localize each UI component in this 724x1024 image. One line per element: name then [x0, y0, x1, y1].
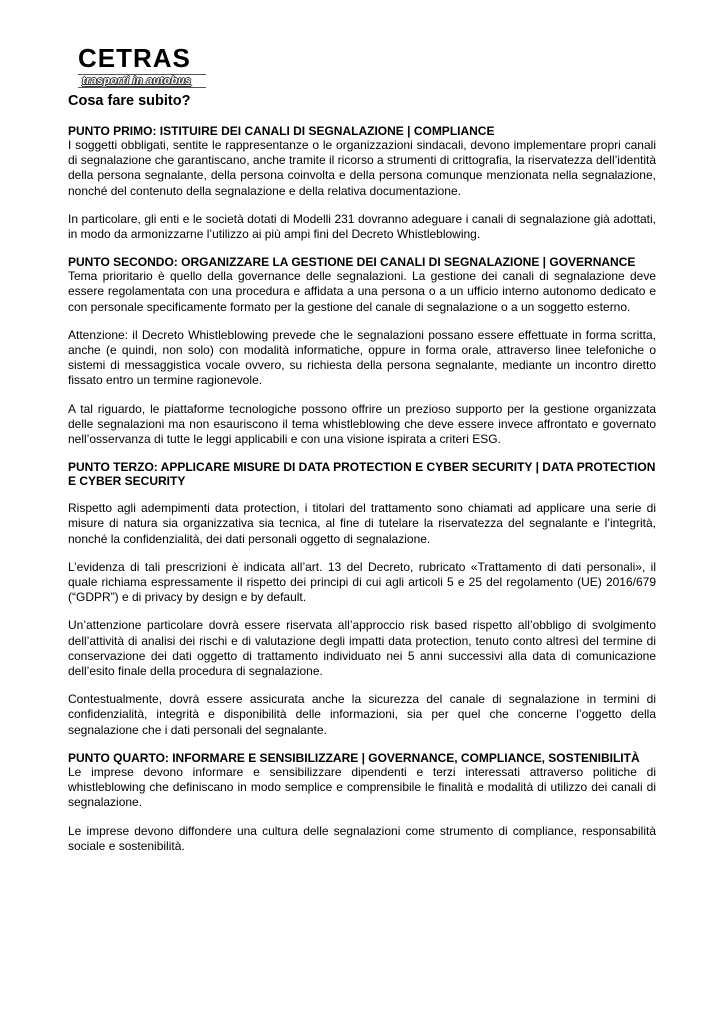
logo-tagline: trasporti in autobus [82, 75, 192, 87]
section-punto-primo [68, 124, 656, 242]
section-title: PUNTO SECONDO: ORGANIZZARE LA GESTIONE DEI CANALI DI SEGNALAZIONE | GOVERNANCE [68, 255, 636, 270]
logo-name: CETRAS [78, 43, 191, 73]
logo-rule-bottom [78, 87, 206, 88]
document-body [68, 124, 656, 861]
section-punto-secondo [68, 255, 656, 447]
section-title: PUNTO TERZO: APPLICARE MISURE DI DATA PROTECTION E CYBER SECURITY | DATA PROTECTION E CYBER SECURITY [68, 460, 656, 489]
paragraph: Contestualmente, dovrà essere assicurata anche la sicurezza del canale di segnalazione in termini di confidenzialità, integrità e disponibilità delle informazioni, sia per quel che concerne l’oggetto della segnalazione che i dati personali del segnalante. [68, 692, 656, 737]
paragraph: Attenzione: il Decreto Whistleblowing prevede che le segnalazioni possano essere effettuate in forma scritta, anche (e quindi, non solo) con modalità informatiche, oppure in forma orale, attraverso linee telefoniche o sistemi di messaggistica vocale ovvero, su richiesta della persona segnalante, mediante un incontro diretto fissato entro un termine ragionevole. [68, 327, 656, 388]
page-heading: Cosa fare subito? [68, 93, 191, 109]
spacer [68, 488, 656, 501]
paragraph: Rispetto agli adempimenti data protection, i titolari del trattamento sono chiamati ad applicare una serie di misure di natura sia organizzativa sia tecnica, al fine di tutelare la riservatezza del segnalante e l’integrità, nonché la confidenzialità, dei dati personali oggetto di segnalazione. [68, 501, 656, 546]
paragraph: Tema prioritario è quello della governance delle segnalazioni. La gestione dei canali di segnalazione deve essere regolamentata con una procedura e affidata a una persona o a un ufficio interno autonomo dedicato e con personale specificamente formato per la gestione del canale di segnalazione o a un soggetto esterno. [68, 269, 656, 314]
paragraph: L’evidenza di tali prescrizioni è indicata all’art. 13 del Decreto, rubricato «Trattamento di dati personali», il quale richiama espressamente il rispetto dei principi di cui agli articoli 5 e 25 del regolamento (UE) 2016/679 (“GDPR”) e di privacy by design e by default. [68, 559, 656, 605]
company-logo [78, 44, 208, 88]
paragraph: In particolare, gli enti e le società dotati di Modelli 231 dovranno adeguare i canali di segnalazione già adottati, in modo da armonizzarne l’utilizzo ai più ampi fini del Decreto Whistleblowing. [68, 211, 656, 242]
paragraph: Le imprese devono informare e sensibilizzare dipendenti e terzi interessati attraverso politiche di whistleblowing che definiscano in modo semplice e comprensibile le finalità e modalità di utilizzo dei canali di segnalazione. [68, 764, 656, 810]
paragraph: Le imprese devono diffondere una cultura delle segnalazioni come strumento di compliance, responsabilità sociale e sostenibilità. [68, 823, 656, 853]
section-punto-quarto [68, 751, 656, 854]
paragraph: A tal riguardo, le piattaforme tecnologiche possono offrire un prezioso supporto per la gestione organizzata delle segnalazioni ma non esauriscono il tema whistleblowing che deve essere invece affrontato e governato nell’osservanza di tutte le leggi applicabili e con una visione ispirata a criteri ESG. [68, 401, 656, 447]
section-title: PUNTO PRIMO: ISTITUIRE DEI CANALI DI SEGNALAZIONE | COMPLIANCE [68, 124, 495, 138]
section-title: PUNTO QUARTO: INFORMARE E SENSIBILIZZARE | GOVERNANCE, COMPLIANCE, SOSTENIBILITÀ [68, 750, 640, 765]
paragraph: Un’attenzione particolare dovrà essere riservata all’approccio risk based rispetto all’obbligo di svolgimento dell’attività di analisi dei rischi e di valutazione degli impatti data protection, tenuto conto altresì del termine di conservazione dei dati oggetto di trattamento individuato nei 5 anni successivi alla data di comunicazione dell’esito finale della procedura di segnalazione. [68, 618, 656, 679]
paragraph: I soggetti obbligati, sentite le rappresentanze o le organizzazioni sindacali, devono implementare propri canali di segnalazione che garantiscano, anche tramite il ricorso a strumenti di crittografia, la riservatezza dell’identità della persona segnalante, della persona coinvolta e della persona comunque menzionata nella segnalazione, nonché del contenuto della segnalazione e della relativa documentazione. [68, 138, 656, 198]
logo-tagline-bar [78, 74, 206, 88]
section-punto-terzo [68, 460, 656, 738]
